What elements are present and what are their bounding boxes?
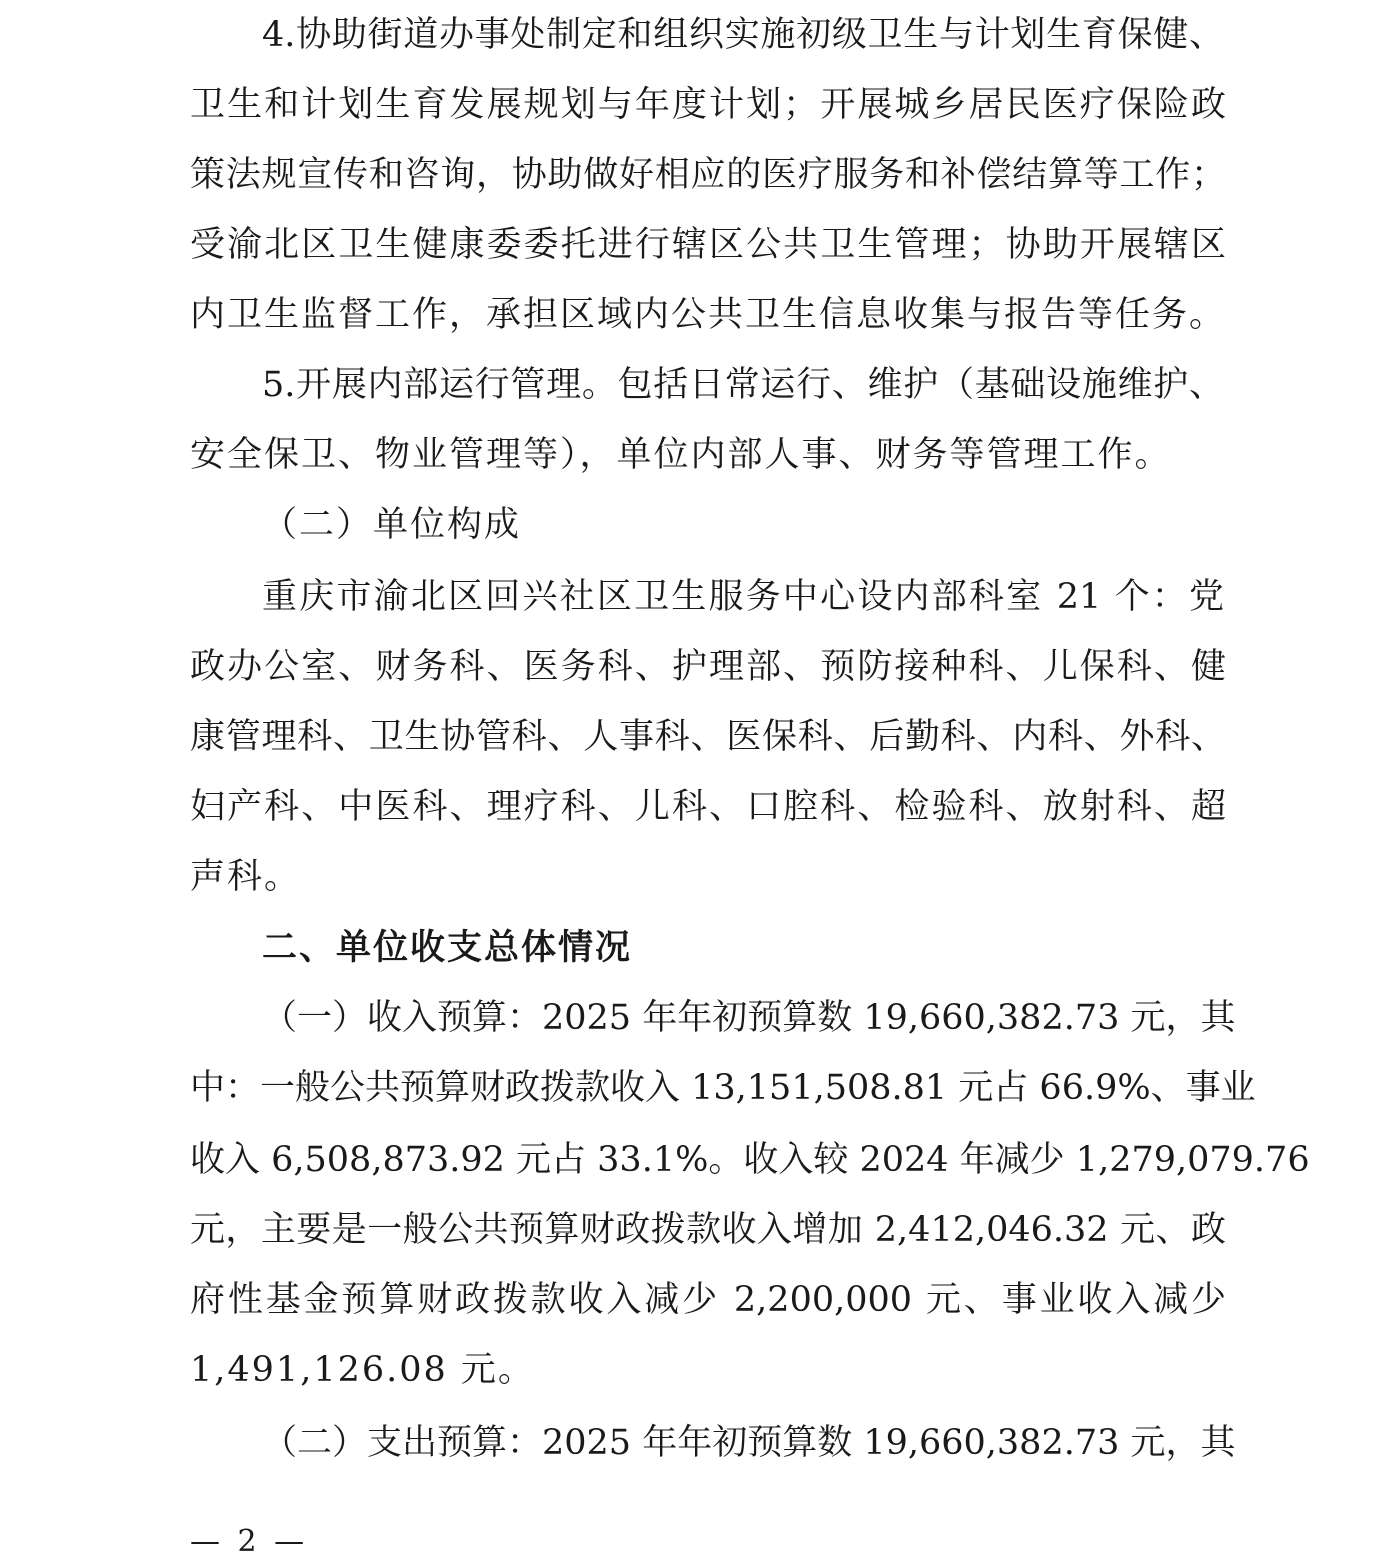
composition-line-2: 政办公室、财务科、医务科、护理部、预防接种科、儿保科、健 [190,647,1226,687]
income-line-1: （一）收入预算：2025 年年初预算数 19,660,382.73 元，其 [262,998,1236,1038]
composition-line-5: 声科。 [190,857,302,897]
paragraph-4-line-3: 策法规宣传和咨询，协助做好相应的医疗服务和补偿结算等工作； [190,155,1226,195]
paragraph-5-line-1: 5.开展内部运行管理。包括日常运行、维护（基础设施维护、 [262,365,1224,405]
composition-line-4: 妇产科、中医科、理疗科、儿科、口腔科、检验科、放射科、超 [190,787,1226,827]
income-line-6: 1,491,126.08 元。 [190,1350,535,1390]
expense-line-1: （二）支出预算：2025 年年初预算数 19,660,382.73 元，其 [262,1423,1236,1463]
composition-line-1: 重庆市渝北区回兴社区卫生服务中心设内部科室 21 个：党 [262,577,1224,617]
paragraph-4-line-1: 4.协助街道办事处制定和组织实施初级卫生与计划生育保健、 [262,15,1224,55]
paragraph-4-line-5: 内卫生监督工作，承担区域内公共卫生信息收集与报告等任务。 [190,295,1227,335]
composition-line-3: 康管理科、卫生协管科、人事科、医保科、后勤科、内科、外科、 [190,717,1226,757]
income-line-3: 收入 6,508,873.92 元占 33.1%。收入较 2024 年减少 1,279,079.76 [190,1140,1310,1180]
paragraph-5-line-2: 安全保卫、物业管理等），单位内部人事、财务等管理工作。 [190,435,1172,475]
income-line-4: 元，主要是一般公共预算财政拨款收入增加 2,412,046.32 元、政 [190,1210,1226,1250]
heading-income-expense-overview: 二、单位收支总体情况 [262,927,633,968]
income-line-5: 府性基金预算财政拨款收入减少 2,200,000 元、事业收入减少 [190,1280,1226,1320]
section-heading-unit-composition: （二）单位构成 [262,505,522,545]
paragraph-4-line-2: 卫生和计划生育发展规划与年度计划；开展城乡居民医疗保险政 [190,85,1226,125]
page-number: — 2 — [190,1524,309,1559]
income-line-2: 中：一般公共预算财政拨款收入 13,151,508.81 元占 66.9%、事业 [190,1068,1256,1108]
paragraph-4-line-4: 受渝北区卫生健康委委托进行辖区公共卫生管理；协助开展辖区 [190,225,1226,265]
